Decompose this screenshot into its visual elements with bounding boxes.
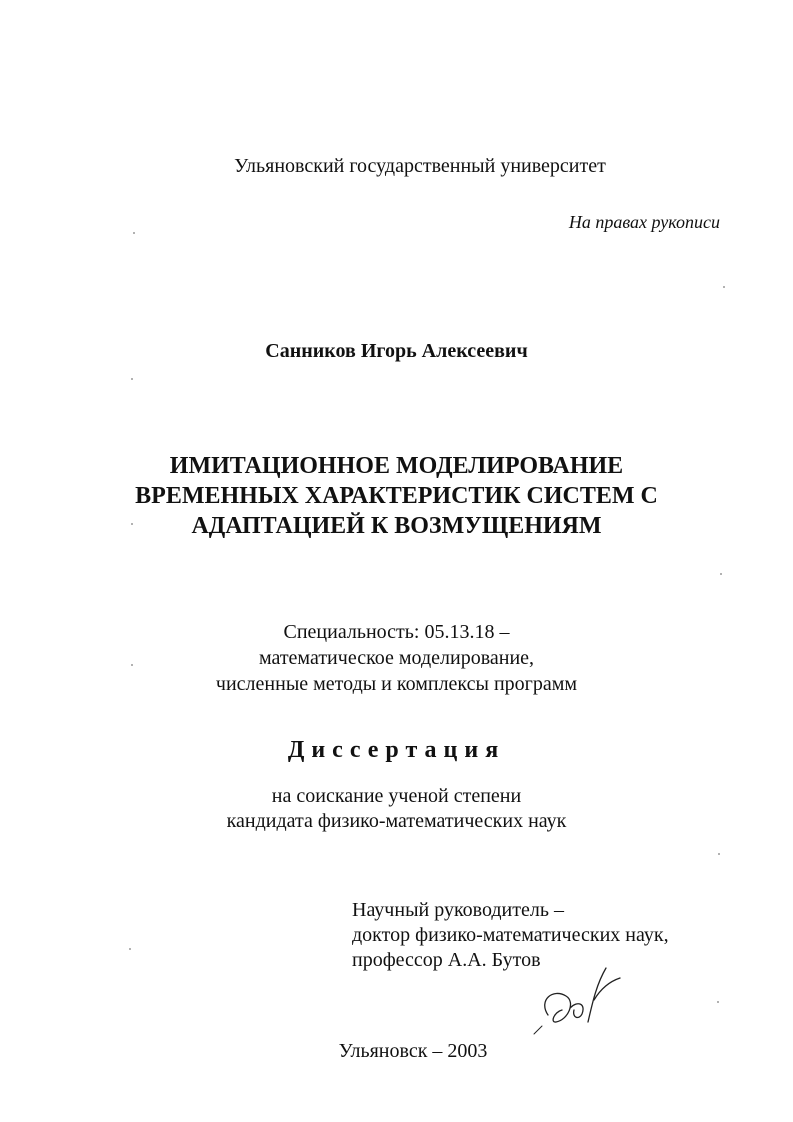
title-line-2: ВРЕМЕННЫХ ХАРАКТЕРИСТИК СИСТЕМ С	[135, 483, 658, 509]
specialty-line-1: Специальность: 05.13.18 –	[283, 621, 510, 643]
document-type: Диссертация	[287, 737, 506, 763]
title-line-3: АДАПТАЦИЕЙ К ВОЗМУЩЕНИЯМ	[191, 513, 602, 539]
specialty-block	[0, 619, 793, 697]
scan-speck	[720, 573, 722, 575]
advisor-line-1: Научный руководитель –	[352, 899, 564, 921]
title-line-1: ИМИТАЦИОННОЕ МОДЕЛИРОВАНИЕ	[169, 453, 624, 479]
scan-speck	[133, 232, 135, 234]
degree-line-1: на соискание ученой степени	[271, 785, 522, 807]
scan-speck	[717, 1001, 719, 1003]
university-name: Ульяновский государственный университет	[234, 155, 606, 177]
scan-speck	[129, 948, 131, 950]
scan-speck	[131, 378, 133, 380]
dissertation-title	[0, 451, 793, 541]
scan-speck	[723, 286, 725, 288]
author-name: Санников Игорь Алексеевич	[265, 340, 528, 362]
handwritten-signature	[528, 960, 648, 1040]
scan-speck	[718, 853, 720, 855]
advisor-line-3: профессор А.А. Бутов	[352, 949, 541, 971]
degree-block	[0, 784, 793, 834]
specialty-line-3: численные методы и комплексы программ	[215, 673, 578, 695]
degree-line-2: кандидата физико-математических наук	[226, 810, 567, 832]
scan-speck	[131, 523, 133, 525]
manuscript-status: На правах рукописи	[568, 212, 720, 232]
specialty-line-2: математическое моделирование,	[258, 647, 535, 669]
scan-speck	[131, 664, 133, 666]
city-and-year: Ульяновск – 2003	[338, 1040, 488, 1062]
advisor-line-2: доктор физико-математических наук,	[352, 924, 669, 946]
